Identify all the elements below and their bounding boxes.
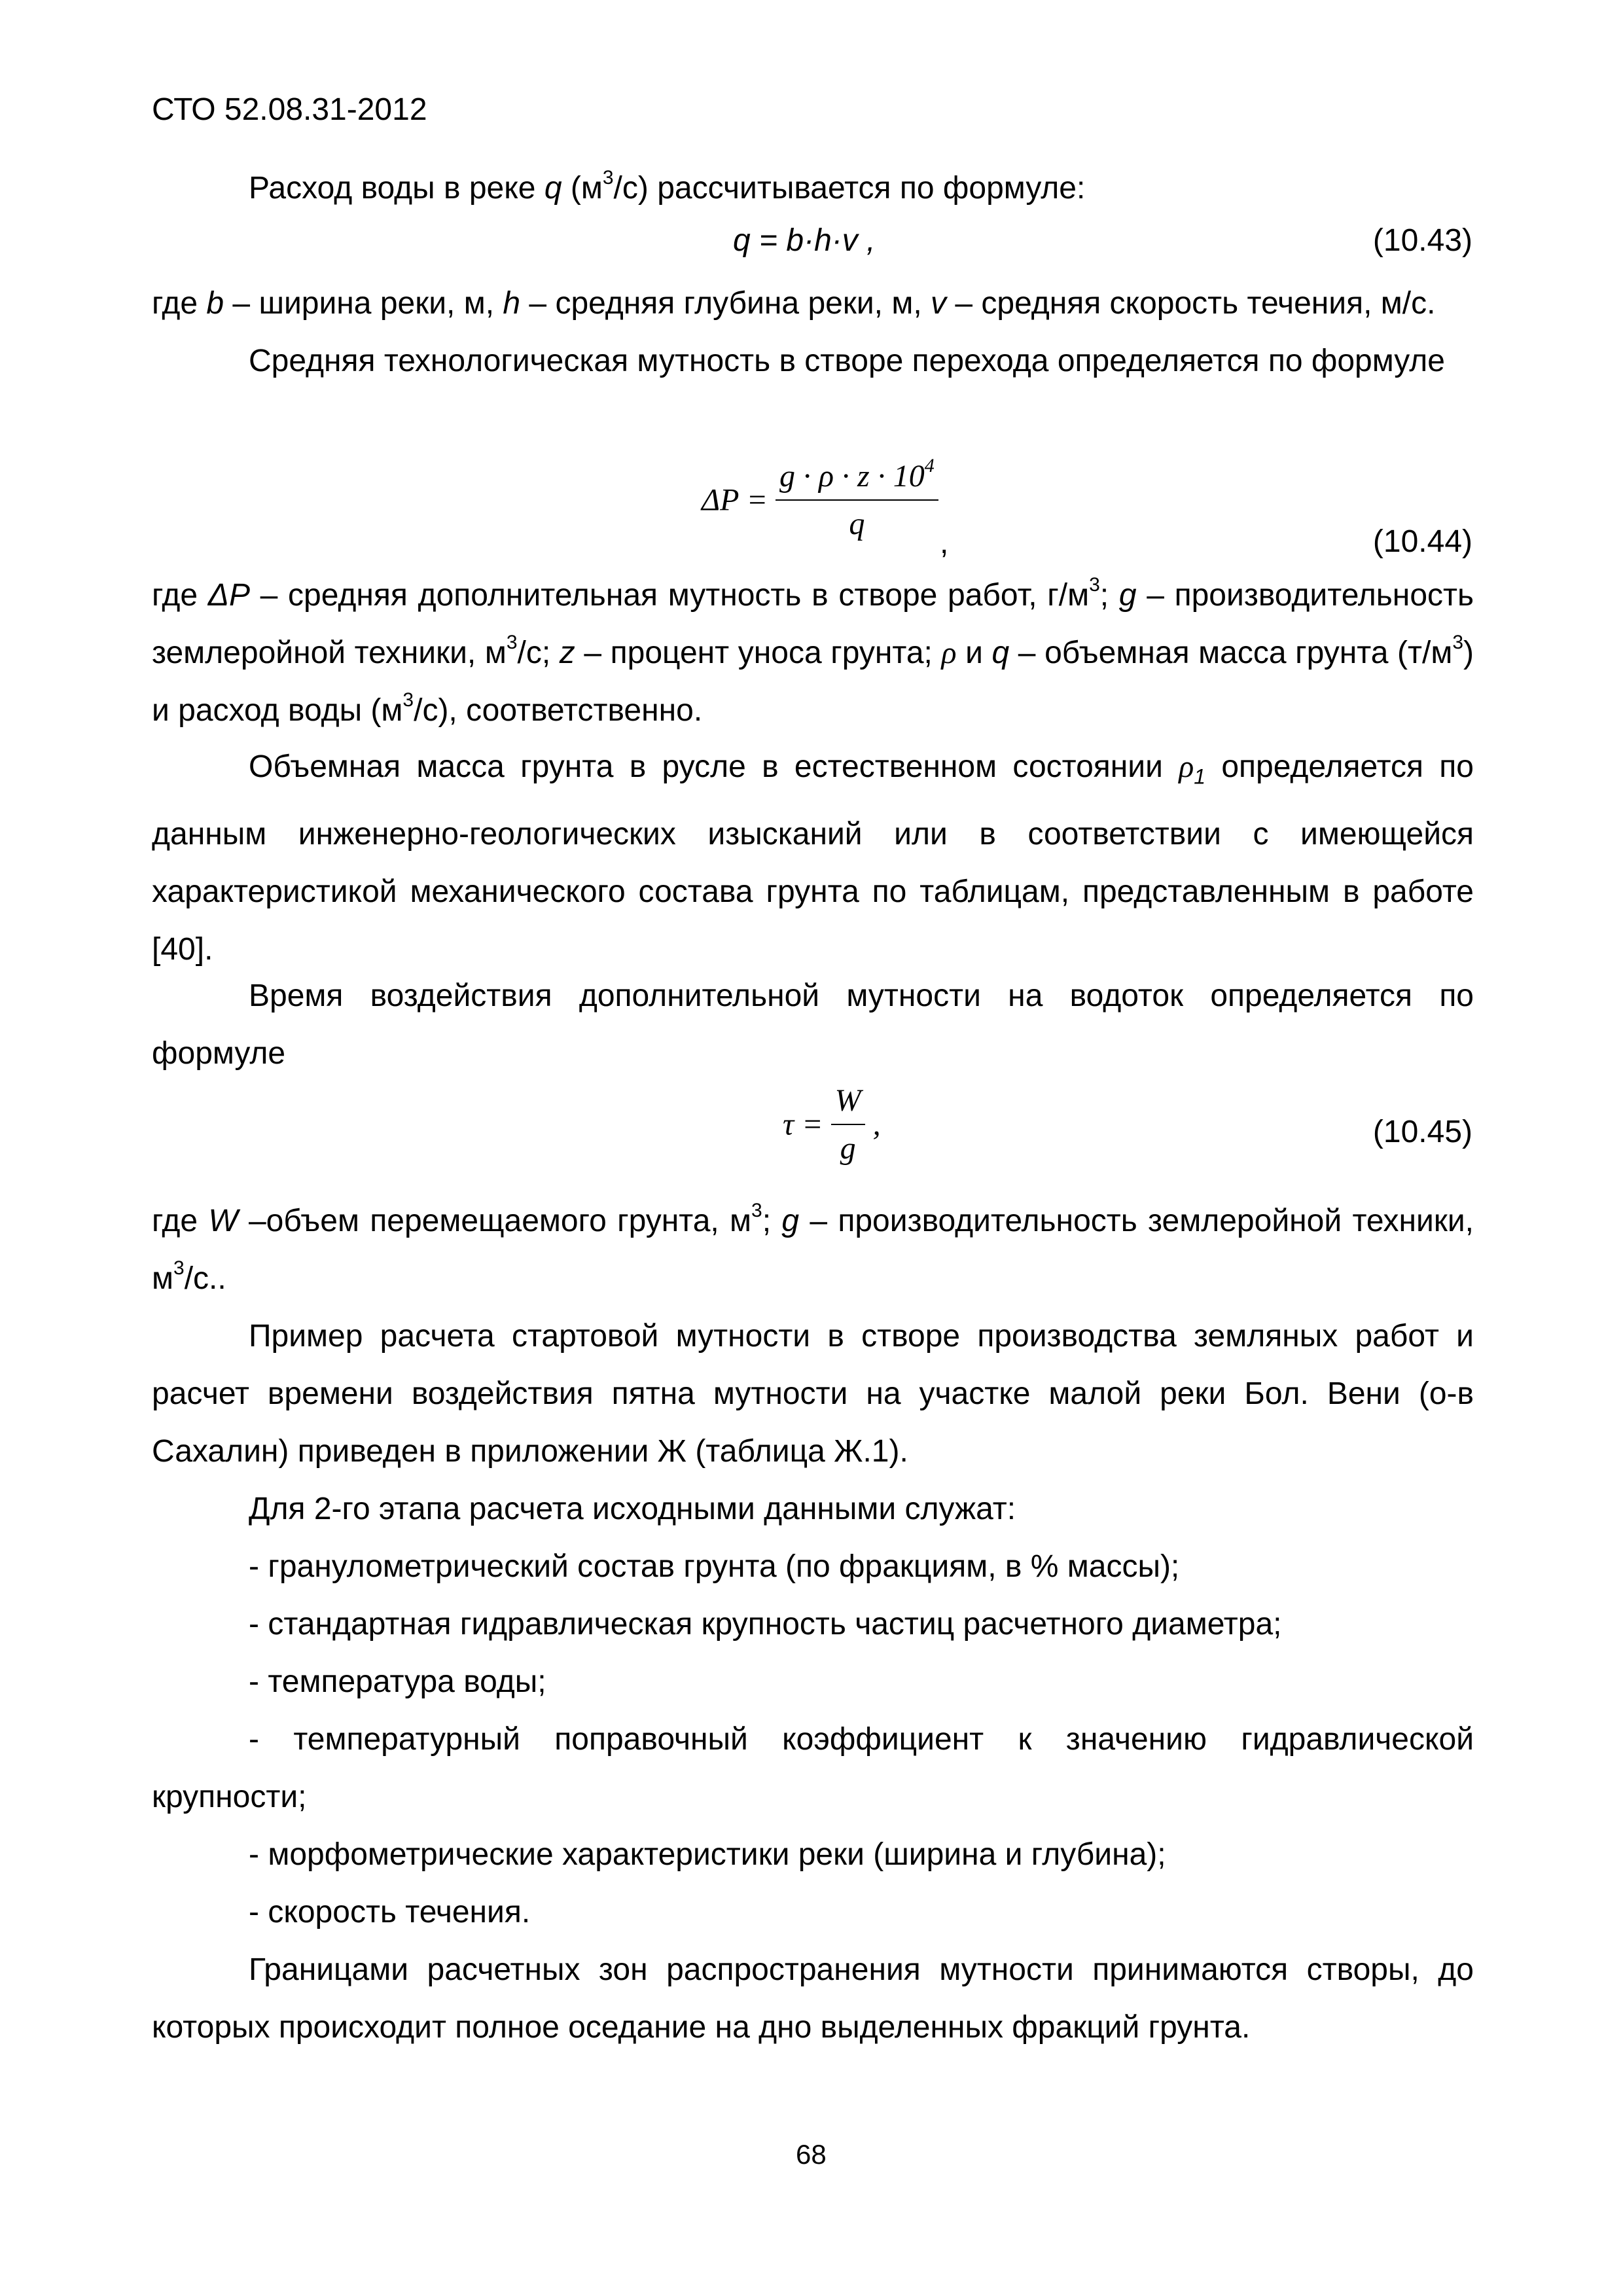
equation-comma: , bbox=[872, 1107, 881, 1142]
text: определяется по данным инженерно-геологических изысканий или в соответствии с имеющейся характеристикой механического состава грунта по таблицам, представленным в работе [40]. bbox=[152, 749, 1474, 967]
var-g: g bbox=[781, 1204, 800, 1238]
var-rho-1: ρ bbox=[1179, 749, 1194, 784]
text: – ширина реки, м, bbox=[224, 286, 503, 321]
equation-number-10-44: (10.44) bbox=[1372, 524, 1472, 559]
equation-number-10-43: (10.43) bbox=[1372, 223, 1472, 258]
text: – средняя дополнительная мутность в створе работ, г/м bbox=[249, 578, 1090, 613]
denominator: q bbox=[849, 507, 865, 541]
paragraph-where-10-45 bbox=[152, 1193, 1474, 1308]
paragraph-example-reference: Пример расчета стартовой мутности в створе производства земляных работ и расчет времени воздействия пятна мутности на участке малой реки Бол. Вени (о-в Сахалин) приведен в приложении Ж (таблица Ж.1). bbox=[152, 1319, 1474, 1469]
subscript: 1 bbox=[1194, 764, 1206, 789]
text: Расход воды в реке bbox=[249, 171, 544, 206]
equation-lhs: τ = bbox=[783, 1107, 823, 1142]
text: где bbox=[152, 286, 207, 321]
text: /с.. bbox=[184, 1261, 226, 1296]
var-q: q bbox=[544, 171, 562, 206]
paragraph-bulk-density bbox=[152, 738, 1474, 978]
list-item: - морфометрические характеристики реки (ширина и глубина); bbox=[249, 1837, 1166, 1872]
text: и bbox=[956, 636, 992, 670]
text: – процент уноса грунта; bbox=[575, 636, 942, 670]
paragraph-where-10-44 bbox=[152, 567, 1474, 740]
numerator-text: g · ρ · z · 10 bbox=[779, 459, 925, 493]
var-g: g bbox=[1118, 578, 1137, 613]
text: –объем перемещаемого грунта, м bbox=[238, 1204, 752, 1238]
var-h: h bbox=[503, 286, 521, 321]
equation-10-45 bbox=[783, 1083, 881, 1166]
superscript: 3 bbox=[506, 632, 518, 653]
paragraph-where-10-43 bbox=[152, 275, 1474, 332]
paragraph-zone-boundaries: Границами расчетных зон распространения мутности принимаются створы, до которых происходит полное оседание на дно выделенных фракций грунта. bbox=[152, 1952, 1474, 2045]
text: /с), соответственно. bbox=[414, 693, 703, 728]
text: – средняя глубина реки, м, bbox=[520, 286, 931, 321]
list-item: - гранулометрический состав грунта (по фракциям, в % массы); bbox=[249, 1549, 1180, 1584]
paragraph-turbidity-intro: Средняя технологическая мутность в створе перехода определяется по формуле bbox=[249, 344, 1445, 378]
equation-comma: , bbox=[940, 526, 949, 560]
text: где bbox=[152, 1204, 209, 1238]
text: ) и расход воды (м bbox=[152, 636, 1474, 728]
text: – объемная масса грунта (т/м bbox=[1009, 636, 1453, 670]
denominator: g bbox=[840, 1131, 856, 1166]
paragraph-flow-formula-intro bbox=[152, 160, 1474, 217]
text: где bbox=[152, 578, 208, 613]
superscript: 3 bbox=[173, 1257, 185, 1279]
var-v: v bbox=[931, 286, 947, 321]
list-item: - стандартная гидравлическая крупность частиц расчетного диаметра; bbox=[249, 1607, 1282, 1641]
superscript: 3 bbox=[602, 167, 614, 188]
var-delta-p: ΔP bbox=[207, 578, 250, 613]
numerator bbox=[776, 455, 938, 501]
document-header: СТО 52.08.31-2012 bbox=[152, 92, 427, 127]
list-item: - скорость течения. bbox=[249, 1895, 531, 1929]
superscript: 3 bbox=[402, 689, 414, 711]
paragraph-exposure-time-intro: Время воздействия дополнительной мутности на водоток определяется по формуле bbox=[152, 978, 1474, 1071]
list-item: - температурный поправочный коэффициент к значению гидравлической крупности; bbox=[152, 1722, 1474, 1814]
list-item: - температура воды; bbox=[249, 1664, 546, 1699]
var-q: q bbox=[991, 636, 1010, 670]
text: – производительность землеройной техники, м bbox=[152, 1204, 1474, 1296]
equation-10-44 bbox=[702, 455, 938, 542]
page-number: 68 bbox=[796, 2139, 827, 2170]
superscript: 3 bbox=[751, 1200, 762, 1221]
superscript: 4 bbox=[924, 455, 935, 476]
text: ; bbox=[1099, 578, 1119, 613]
var-b: b bbox=[206, 286, 224, 321]
text: Объемная масса грунта в русле в естественном состоянии bbox=[249, 749, 1179, 784]
equation-lhs: ΔP = bbox=[702, 482, 768, 518]
superscript: 3 bbox=[1452, 632, 1464, 653]
superscript: 3 bbox=[1089, 574, 1100, 596]
text: /с) рассчитывается по формуле: bbox=[613, 171, 1086, 206]
var-rho: ρ bbox=[941, 636, 957, 670]
text: /с; bbox=[517, 636, 560, 670]
fraction bbox=[831, 1083, 865, 1166]
equation-number-10-45: (10.45) bbox=[1372, 1115, 1472, 1149]
fraction bbox=[776, 455, 938, 542]
equation-10-43: q = b·h·v , bbox=[733, 223, 876, 258]
text: ; bbox=[762, 1204, 782, 1238]
text: – производительность землеройной техники, м bbox=[152, 578, 1474, 670]
text: (м bbox=[562, 171, 603, 206]
numerator: W bbox=[831, 1083, 865, 1125]
var-w: W bbox=[208, 1204, 238, 1238]
paragraph-stage2-inputs-intro: Для 2-го этапа расчета исходными данными служат: bbox=[249, 1492, 1016, 1526]
var-z: z bbox=[559, 636, 575, 670]
text: – средняя скорость течения, м/с. bbox=[946, 286, 1436, 321]
